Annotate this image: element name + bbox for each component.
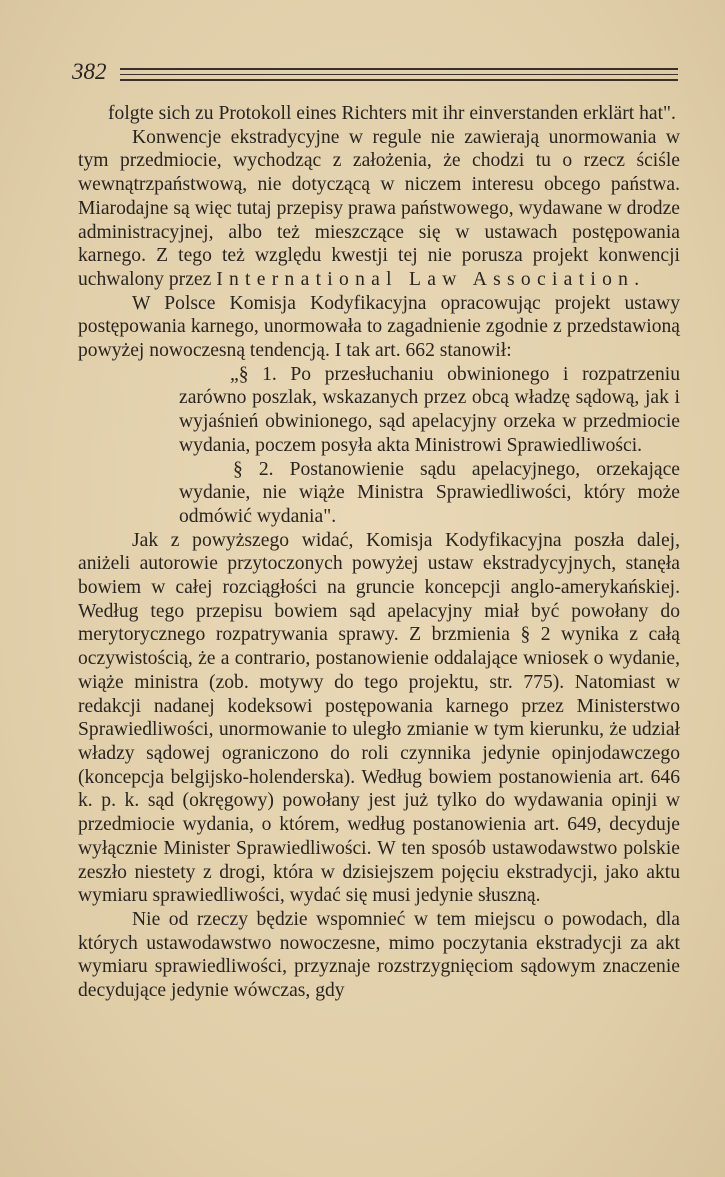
- header-rule: [120, 74, 678, 75]
- paragraph: Nie od rzeczy będzie wspomnieć w tem miejscu o powodach, dla których ustawodawstwo nowoczesne, mimo poczytania ekstradycji za akt wymiaru sprawiedliwości, przyznaje rozstrzygnięciom sądowym znaczenie decydujące jedynie wówczas, gdy: [78, 908, 680, 1002]
- header-rule: [120, 68, 678, 70]
- quoted-article-section-2: § 2. Postanowienie sądu apelacyjnego, orzekające wydanie, nie wiąże Ministra Sprawiedliwości, który może odmówić wydania".: [179, 458, 680, 527]
- paragraph: Jak z powyższego widać, Komisja Kodyfikacyjna poszła dalej, aniżeli autorowie przytoczonych powyżej ustaw ekstradycyjnych, stanęła bowiem w całej rozciągłości na gruncie koncepcji anglo-amerykańskiej. Według tego przepisu bowiem sąd apelacyjny miał być powołany do merytorycznego rozpatrywania sprawy. Z brzmienia § 2 wynika z całą oczywistością, że a contrario, postanowienie oddalające wniosek o wydanie, wiąże ministra (zob. motywy do tego projektu, str. 775). Natomiast w redakcji nadanej kodeksowi postępowania karnego przez Ministerstwo Sprawiedliwości, unormowanie to uległo zmianie w tym kierunku, że udział władzy sądowej ograniczono do roli czynnika jedynie opinjodawczego (koncepcja belgijsko-holenderska). Według bowiem postanowienia art. 646 k. p. k. sąd (okręgowy) powołany jest już tylko do wydawania opinji w przedmiocie wydania, o którem, według postanowienia art. 649, decyduje wyłącznie Minister Sprawiedliwości. W ten sposób ustawodawstwo polskie zeszło niestety z drogi, która w dzisiejszem pojęciu ekstradycji, jako aktu wymiaru sprawiedliwości, wydać się musi jedynie słuszną.: [78, 529, 680, 907]
- body-text: [78, 102, 680, 1003]
- paragraph: [78, 126, 680, 292]
- paragraph-continuation: folgte sich zu Protokoll eines Richters mit ihr einverstanden erklärt hat".: [108, 103, 676, 124]
- page-header: [72, 56, 678, 96]
- quoted-article-section-1: „§ 1. Po przesłuchaniu obwinionego i rozpatrzeniu zarówno poszlak, wskazanych przez obcą władzę sądową, jak i wyjaśnień obwinionego, sąd apelacyjny orzeka w przedmiocie wydania, poczem posyła akta Ministrowi Sprawiedliwości.: [179, 363, 680, 456]
- page-number: 382: [72, 59, 107, 84]
- paragraph: W Polsce Komisja Kodyfikacyjna opracowując projekt ustawy postępowania karnego, unormowała to zagadnienie zgodnie z przedstawioną powyżej nowoczesną tendencją. I tak art. 662 stanowił:: [78, 292, 680, 362]
- spaced-name: International Law Association.: [216, 268, 646, 290]
- header-rule: [120, 79, 678, 81]
- paragraph-text: Konwencje ekstradycyjne w regule nie zawierają unormowania w tym przedmiocie, wychodząc z założenia, że chodzi tu o rzecz ściśle wewnątrzpaństwową, nie dotyczącą w niczem interesu obcego państwa. Miarodajne są więc tutaj przepisy prawa państwowego, wydawane w drodze administracyjnej, albo też mieszczące się w ustawach postępowania karnego. Z tego też względu kwestji tej nie porusza projekt konwencji uchwalony przez: [78, 126, 680, 290]
